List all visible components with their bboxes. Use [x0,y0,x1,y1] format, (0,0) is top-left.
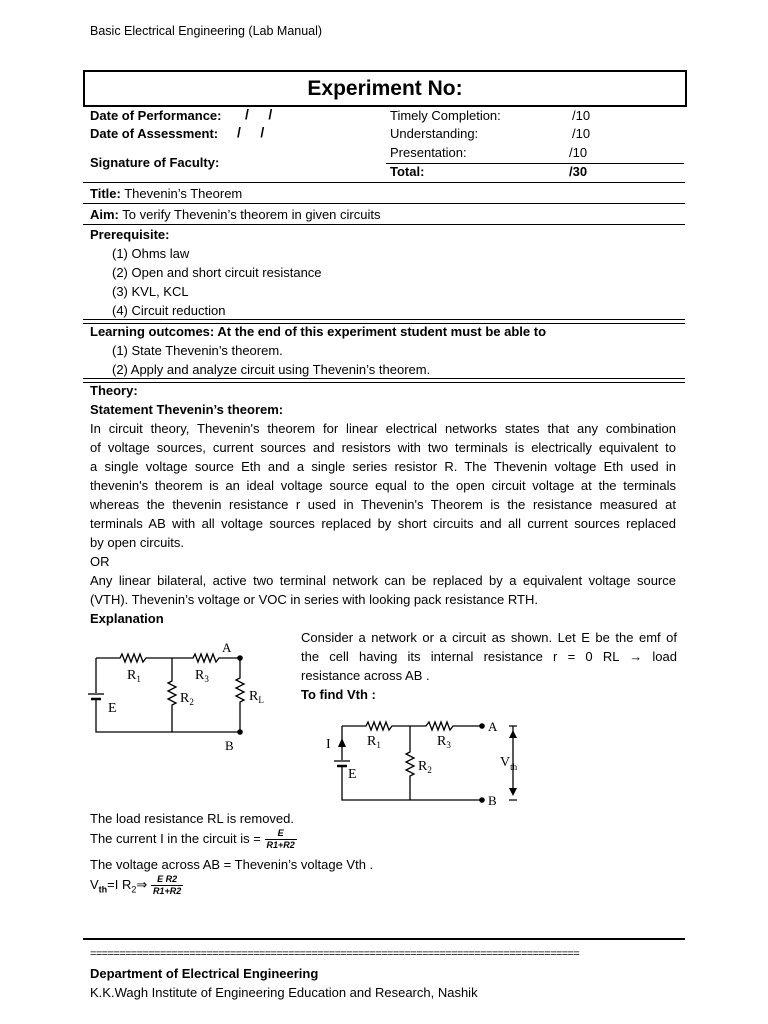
vth-fraction-numerator: E R2 [151,874,183,886]
label-i: I [326,737,331,752]
label-vth: $V_{th}$ [500,755,518,772]
current-formula-prefix: The current I in the circuit is = [90,830,261,846]
explanation-text-line: Consider a network or a circuit as shown. Let E be the emf of [301,630,677,645]
label-e: E [108,701,117,716]
explanation-text-line: resistance across AB . [301,668,430,683]
theory-para-line: a single voltage source Eth and a single series resistor R. The Thevenin voltage Eth used in [90,459,676,474]
learning-outcomes-heading: Learning outcomes: At the end of this experiment student must be able to [90,324,547,339]
terminal-b-dot [479,797,485,803]
footer-institute: K.K.Wagh Institute of Engineering Education and Research, Nashik [90,985,478,1000]
vth-fraction-denominator: R1+R2 [152,886,182,896]
label-r3: $R_3$ [195,668,209,684]
theory-para-line: In circuit theory, Thevenin's theorem for linear electrical networks states that any combination [90,421,676,436]
resistor-r2 [168,658,176,732]
resistor-rl [236,658,244,732]
total-score: /30 [569,164,588,179]
top-wire [342,722,482,730]
explanation-heading: Explanation [90,611,164,626]
vth-symbol: V [90,876,99,892]
prerequisite-item: (4) Circuit reduction [112,303,226,318]
footer-department: Department of Electrical Engineering [90,966,319,981]
prerequisite-item: (2) Open and short circuit resistance [112,265,322,280]
explanation-text-line: the cell having its internal resistance r = 0 RL → load [301,649,677,664]
total-label: Total: [390,164,425,179]
vth-subscript: th [98,884,108,895]
vth-arrow-up-icon [509,730,517,738]
label-r1: $R_1$ [367,734,381,750]
presentation-score: /10 [569,145,588,160]
vth-formula [90,874,183,897]
label-r3: $R_3$ [437,734,451,750]
theory-para2-line: Any linear bilateral, active two terminal network can be replaced by a equivalent voltage source [90,573,676,588]
learning-outcome-item: (1) State Thevenin’s theorem. [112,343,283,358]
terminal-a-dot [237,655,243,661]
learning-outcome-item: (2) Apply and analyze circuit using Thevenin’s theorem. [112,362,431,377]
top-wire [96,654,240,662]
prerequisite-item: (1) Ohms law [112,246,190,261]
title-text: Thevenin’s Theorem [124,186,243,201]
voltage-across-ab-text: The voltage across AB = Thevenin’s voltage Vth . [90,857,374,872]
current-fraction-denominator: R1+R2 [266,840,295,850]
theory-para-line: of voltage sources, current sources and resistors with two terminals is electrically equivalent to [90,440,676,455]
timely-completion-label: Timely Completion: [390,108,501,123]
vth-mid-text: =I R [107,876,132,892]
label-a: A [488,719,498,734]
vth-arrow-down-icon [509,788,517,796]
resistor-r2 [406,726,414,800]
title-label: Title: [90,186,121,201]
aim-row [90,207,380,222]
find-vth-heading: To find Vth : [301,687,376,702]
divider [83,182,685,183]
running-header: Basic Electrical Engineering (Lab Manual) [90,24,323,38]
total-rule [386,163,684,164]
left-bottom-wire [342,726,482,800]
date-of-assessment-label: Date of Assessment: [90,126,219,141]
theory-para-line: terminals AB with all voltage sources replaced by short circuits and all current sources replaced [90,516,676,531]
footer-equals-rule: ==================================================================================== [90,948,580,960]
theory-para-line: whereas the thevenin resistance r used in Thevenin's Theorem is the resistance measured at [90,497,676,512]
theory-para2-line: (VTH). Thevenin’s voltage or VOC in series with looking pack resistance RTH. [90,592,538,607]
divider [83,224,685,225]
current-fraction-numerator: E [265,828,297,840]
label-r2: $R_2$ [180,691,194,707]
label-a: A [222,640,232,655]
label-r1: $R_1$ [127,668,141,684]
circuit-diagram-1 [88,636,278,756]
presentation-label: Presentation: [390,145,467,160]
current-fraction [265,828,297,851]
aim-label: Aim: [90,207,119,222]
r2-subscript: 2 [131,884,137,895]
signature-of-faculty-label: Signature of Faculty: [90,155,220,170]
understanding-label: Understanding: [390,126,479,141]
statement-heading: Statement Thevenin’s theorem: [90,402,284,417]
current-arrow-icon [338,738,346,747]
double-divider [83,378,685,383]
prerequisite-heading: Prerequisite: [90,227,170,242]
implies-arrow-icon: ⇒ [136,876,148,892]
divider [83,203,685,204]
terminal-a-dot [479,723,485,729]
or-text: OR [90,554,110,569]
date-of-performance-value: / / [245,106,273,122]
current-formula [90,828,297,851]
experiment-title: Experiment No: [83,70,687,107]
label-rl: $R_L$ [249,689,264,705]
left-bottom-wire [96,658,240,732]
date-of-performance-label: Date of Performance: [90,108,222,123]
theory-para-line: by open circuits. [90,535,184,550]
circuit-diagram-2 [322,714,532,812]
date-of-assessment-value: / / [237,124,265,140]
terminal-b-dot [237,729,243,735]
rl-removed-text: The load resistance RL is removed. [90,811,295,826]
theory-heading: Theory: [90,383,138,398]
understanding-score: /10 [572,126,591,141]
footer-divider [83,938,685,940]
prerequisite-item: (3) KVL, KCL [112,284,189,299]
label-b: B [488,793,497,808]
label-b: B [225,738,234,753]
timely-completion-score: /10 [572,108,591,123]
aim-text: To verify Thevenin’s theorem in given circuits [122,207,381,222]
title-row [90,186,242,201]
vth-fraction [151,874,183,897]
label-r2: $R_2$ [418,759,432,775]
label-e: E [348,767,357,782]
theory-para-line: thevenin's theorem is an ideal voltage source equal to the open circuit voltage at the terminals [90,478,676,493]
